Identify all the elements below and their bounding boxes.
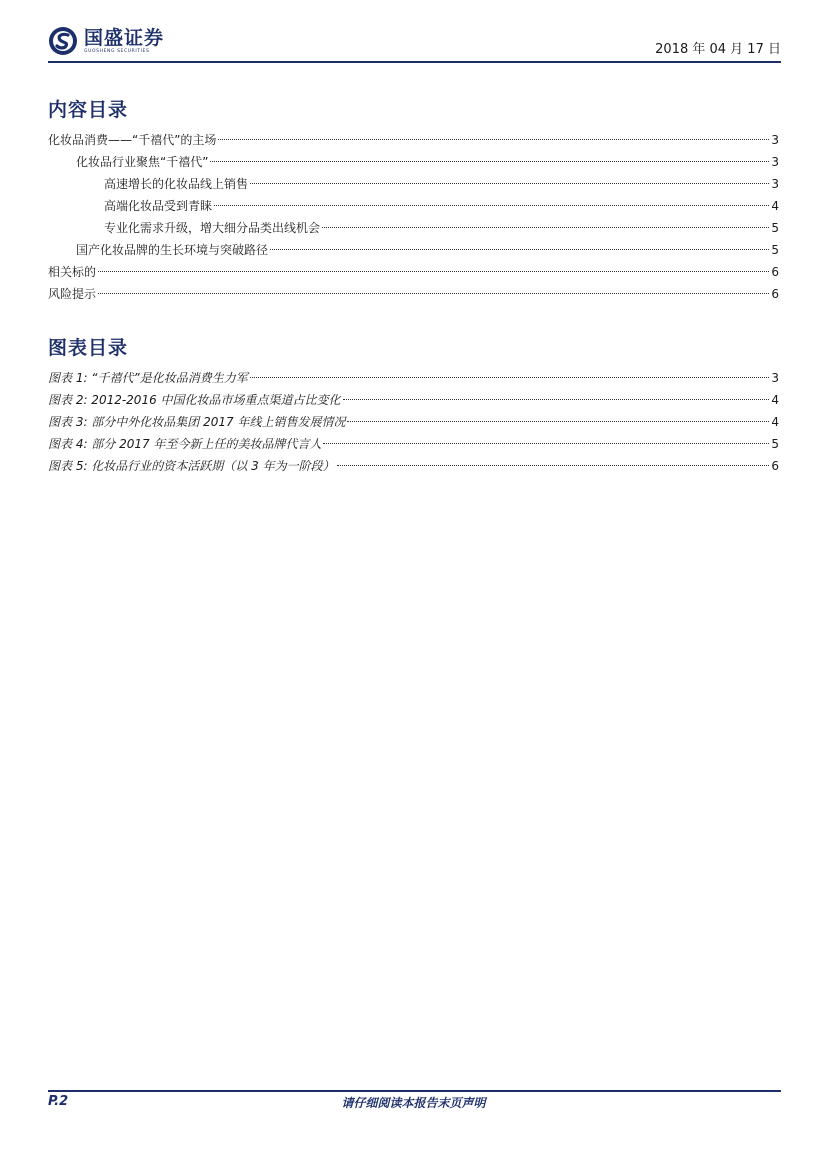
figure-entry-label: 图表 5: 化妆品行业的资本活跃期（以 3 年为一阶段） xyxy=(48,459,335,473)
dot-leader xyxy=(337,464,770,466)
logo-chinese-name: 国盛证券 xyxy=(84,27,165,49)
page-header xyxy=(48,24,781,62)
logo-mark-icon xyxy=(48,26,78,56)
contents-entry[interactable] xyxy=(48,283,779,305)
contents-entry[interactable] xyxy=(48,129,779,151)
company-logo xyxy=(48,24,164,58)
footer-divider xyxy=(48,1090,781,1092)
dot-leader xyxy=(323,442,769,444)
header-divider xyxy=(48,61,781,63)
report-date: 2018 年 04 月 17 日 xyxy=(655,42,781,57)
contents-entry-page-number: 5 xyxy=(771,221,779,235)
contents-entry-label: 化妆品行业聚焦“千禧代” xyxy=(76,155,209,169)
figure-entry-page-number: 6 xyxy=(771,459,779,473)
footer-disclaimer-note: 请仔细阅读本报告末页声明 xyxy=(341,1096,486,1110)
figures-heading: 图表目录 xyxy=(48,337,129,359)
contents-entry-page-number: 6 xyxy=(771,287,779,301)
figures-list xyxy=(48,367,779,477)
figure-entry[interactable] xyxy=(48,433,779,455)
contents-entry-label: 化妆品消费——“千禧代”的主场 xyxy=(48,133,217,147)
contents-entry[interactable] xyxy=(48,195,779,217)
contents-entry-page-number: 5 xyxy=(771,243,779,257)
figure-entry-label: 图表 2: 2012-2016 中国化妆品市场重点渠道占比变化 xyxy=(48,393,341,407)
figure-entry-page-number: 4 xyxy=(771,415,779,429)
contents-heading: 内容目录 xyxy=(48,99,129,121)
contents-entry-page-number: 4 xyxy=(771,199,779,213)
figure-entry-page-number: 5 xyxy=(771,437,779,451)
contents-entry[interactable] xyxy=(48,151,779,173)
contents-entry-page-number: 3 xyxy=(771,155,779,169)
contents-entry-page-number: 6 xyxy=(771,265,779,279)
figure-entry[interactable] xyxy=(48,367,779,389)
contents-entry-label: 专业化需求升级，增大细分品类出线机会 xyxy=(104,221,321,235)
contents-entry-label: 高速增长的化妆品线上销售 xyxy=(104,177,249,191)
figure-entry-page-number: 3 xyxy=(771,371,779,385)
contents-entry-label: 高端化妆品受到青睐 xyxy=(104,199,213,213)
figure-entry[interactable] xyxy=(48,411,779,433)
contents-entry[interactable] xyxy=(48,217,779,239)
dot-leader xyxy=(343,398,770,400)
dot-leader xyxy=(250,182,769,184)
figure-entry-page-number: 4 xyxy=(771,393,779,407)
contents-entry-label: 相关标的 xyxy=(48,265,97,279)
figure-entry[interactable] xyxy=(48,455,779,477)
dot-leader xyxy=(214,204,769,206)
figure-entry[interactable] xyxy=(48,389,779,411)
contents-entry-label: 国产化妆品牌的生长环境与突破路径 xyxy=(76,243,269,257)
dot-leader xyxy=(210,160,769,162)
contents-entry-label: 风险提示 xyxy=(48,287,97,301)
figure-entry-label: 图表 1: “千禧代”是化妆品消费生力军 xyxy=(48,371,248,385)
contents-entry-page-number: 3 xyxy=(771,133,779,147)
dot-leader xyxy=(98,292,769,294)
dot-leader xyxy=(98,270,769,272)
contents-list xyxy=(48,129,779,305)
contents-entry[interactable] xyxy=(48,261,779,283)
dot-leader xyxy=(250,376,770,378)
figure-entry-label: 图表 3: 部分中外化妆品集团 2017 年线上销售发展情况 xyxy=(48,415,346,429)
figure-entry-label: 图表 4: 部分 2017 年至今新上任的美妆品牌代言人 xyxy=(48,437,322,451)
dot-leader xyxy=(270,248,769,250)
logo-english-name: GUOSHENG SECURITIES xyxy=(84,49,150,54)
contents-entry[interactable] xyxy=(48,239,779,261)
contents-entry-page-number: 3 xyxy=(771,177,779,191)
dot-leader xyxy=(218,138,769,140)
footer-page-number: P.2 xyxy=(48,1094,69,1109)
contents-entry[interactable] xyxy=(48,173,779,195)
dot-leader xyxy=(347,420,769,422)
dot-leader xyxy=(322,226,769,228)
